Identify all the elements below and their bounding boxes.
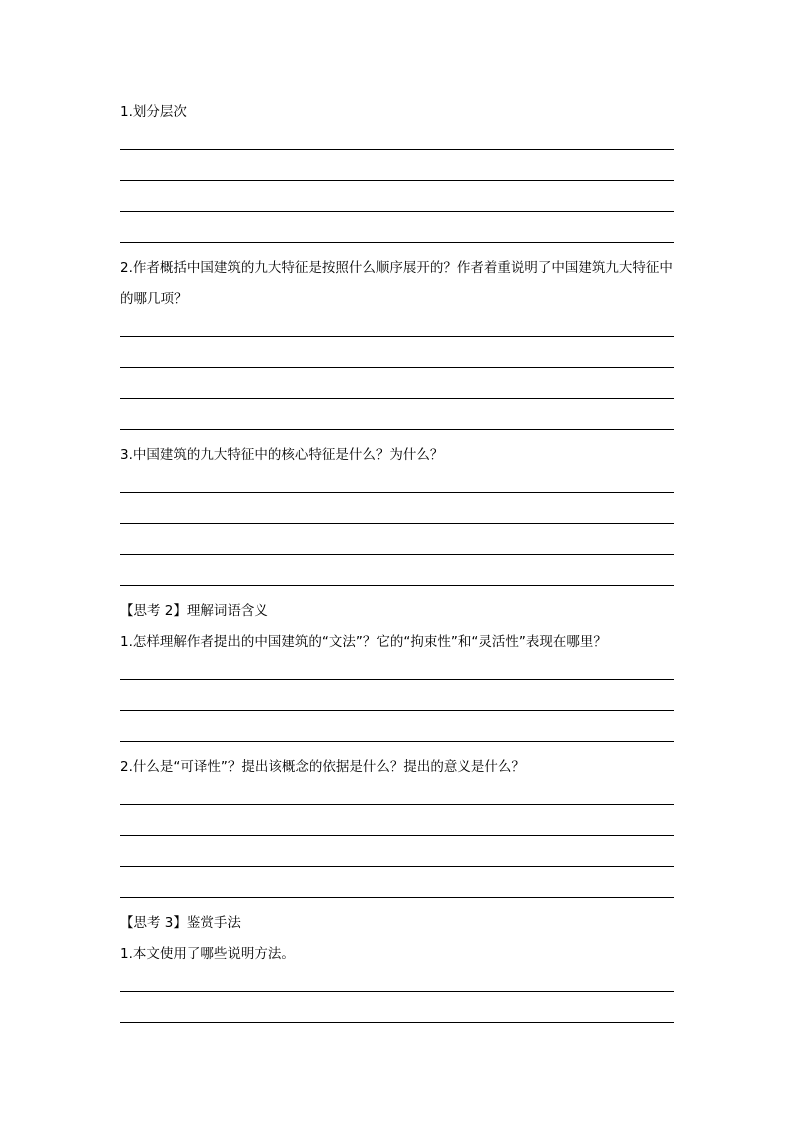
- answer-line: [120, 211, 674, 212]
- question-core-feature: 3.中国建筑的九大特征中的核心特征是什么？为什么？: [120, 447, 444, 463]
- question-translatability: 2.什么是“可译性”？提出该概念的依据是什么？提出的意义是什么？: [120, 759, 525, 775]
- answer-line: [120, 804, 674, 805]
- question-explanation-methods: 1.本文使用了哪些说明方法。: [120, 946, 295, 962]
- answer-line: [120, 1022, 674, 1023]
- answer-line: [120, 429, 674, 430]
- question-feature-order: 2.作者概括中国建筑的九大特征是按照什么顺序展开的？作者着重说明了中国建筑九大特征中的哪几项？: [120, 260, 673, 307]
- answer-line: [120, 585, 674, 586]
- answer-line: [120, 180, 674, 181]
- answer-line: [120, 991, 674, 992]
- answer-line: [120, 367, 674, 368]
- section-heading-think-3: 【思考 3】鉴赏手法: [120, 915, 241, 931]
- section-heading-think-2: 【思考 2】理解词语含义: [120, 603, 268, 619]
- question-grammar: 1.怎样理解作者提出的中国建筑的“文法”？它的“拘束性”和“灵活性”表现在哪里？: [120, 634, 607, 650]
- answer-line: [120, 149, 674, 150]
- answer-line: [120, 897, 674, 898]
- answer-line: [120, 710, 674, 711]
- answer-line: [120, 523, 674, 524]
- answer-line: [120, 741, 674, 742]
- answer-line: [120, 398, 674, 399]
- answer-line: [120, 492, 674, 493]
- question-divide-levels: 1.划分层次: [120, 104, 187, 120]
- answer-line: [120, 679, 674, 680]
- answer-line: [120, 866, 674, 867]
- answer-line: [120, 336, 674, 337]
- answer-line: [120, 835, 674, 836]
- answer-line: [120, 242, 674, 243]
- answer-line: [120, 554, 674, 555]
